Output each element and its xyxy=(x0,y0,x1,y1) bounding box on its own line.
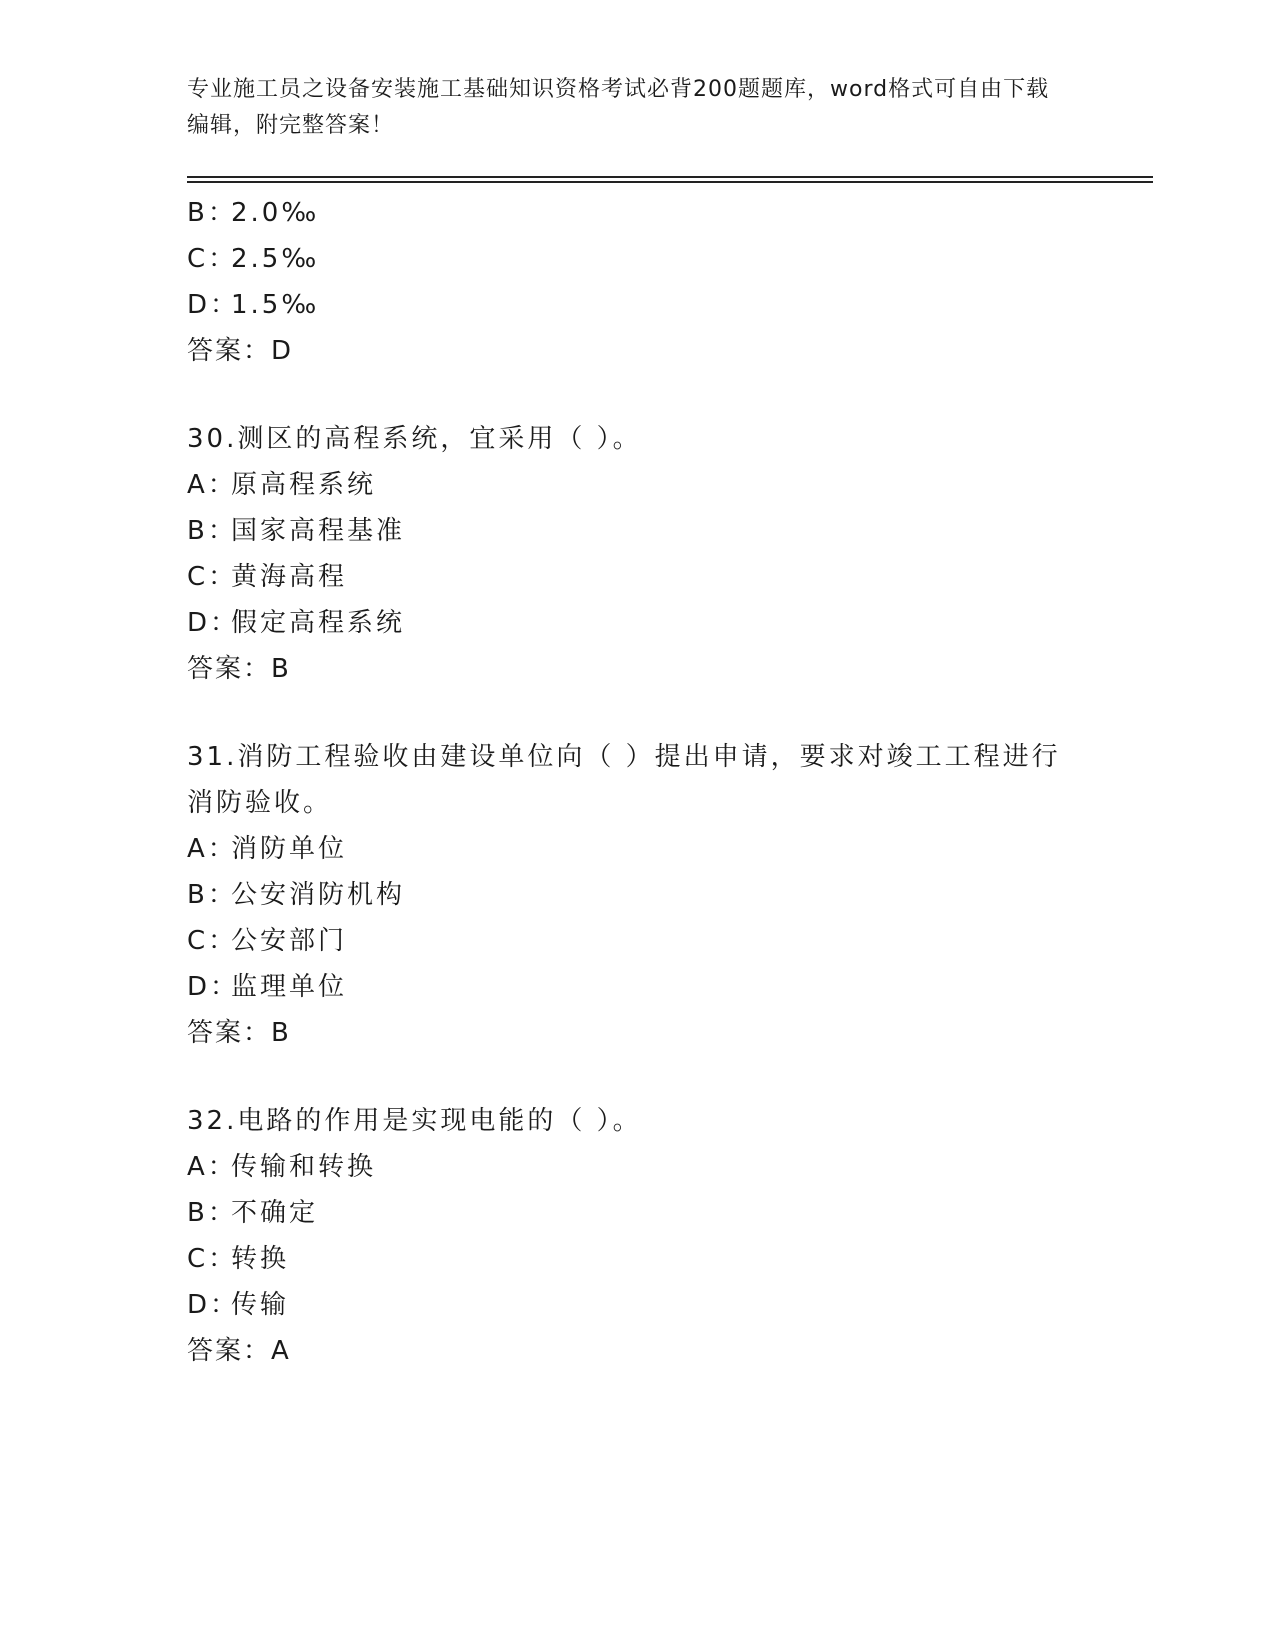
option-a xyxy=(187,1144,1087,1190)
option-text: 1.5‰ xyxy=(231,290,320,320)
document-header: 专业施工员之设备安装施工基础知识资格考试必背200题题库，word格式可自由下载编辑，附完整答案！ xyxy=(187,77,1050,138)
option-c xyxy=(187,918,1087,964)
option-prefix: B： xyxy=(187,1198,237,1228)
option-text: 公安部门 xyxy=(231,926,348,956)
option-text: 传输 xyxy=(231,1290,290,1320)
question-text: 32.电路的作用是实现电能的（ ）。 xyxy=(187,1106,642,1136)
answer-line: 答案：B xyxy=(187,654,291,684)
answer-line: 答案：D xyxy=(187,336,294,366)
option-prefix: B： xyxy=(187,516,237,546)
option-d xyxy=(187,600,1087,646)
option-prefix: A： xyxy=(187,834,237,864)
option-a xyxy=(187,462,1087,508)
option-text: 公安消防机构 xyxy=(231,880,406,910)
answer-line: 答案：B xyxy=(187,1018,291,1048)
option-text: 国家高程基准 xyxy=(231,516,406,546)
option-d xyxy=(187,282,1087,328)
option-text: 转换 xyxy=(231,1244,290,1274)
question-list xyxy=(187,190,1087,1374)
question-30 xyxy=(187,416,1087,692)
question-text: 31.消防工程验收由建设单位向（ ）提出申请，要求对竣工工程进行消防验收。 xyxy=(187,742,1061,818)
question-text: 30.测区的高程系统，宜采用（ ）。 xyxy=(187,424,642,454)
option-b xyxy=(187,1190,1087,1236)
question-31 xyxy=(187,734,1087,1056)
option-text: 原高程系统 xyxy=(231,470,377,500)
option-prefix: C： xyxy=(187,1244,238,1274)
header-rule-top xyxy=(187,176,1153,178)
option-text: 假定高程系统 xyxy=(231,608,406,638)
option-text: 监理单位 xyxy=(231,972,348,1002)
option-text: 2.0‰ xyxy=(231,198,320,228)
option-d xyxy=(187,1282,1087,1328)
option-b xyxy=(187,508,1087,554)
option-prefix: D： xyxy=(187,608,240,638)
option-c xyxy=(187,554,1087,600)
option-prefix: C： xyxy=(187,562,238,592)
question-32 xyxy=(187,1098,1087,1374)
option-text: 2.5‰ xyxy=(231,244,320,274)
option-text: 传输和转换 xyxy=(231,1152,377,1182)
option-text: 黄海高程 xyxy=(231,562,348,592)
option-text: 不确定 xyxy=(231,1198,319,1228)
option-prefix: A： xyxy=(187,470,237,500)
option-prefix: D： xyxy=(187,972,240,1002)
option-prefix: C： xyxy=(187,926,238,956)
option-b xyxy=(187,190,1087,236)
option-prefix: D： xyxy=(187,1290,240,1320)
header-rule-bottom xyxy=(187,181,1153,183)
option-text: 消防单位 xyxy=(231,834,348,864)
option-a xyxy=(187,826,1087,872)
option-d xyxy=(187,964,1087,1010)
option-c xyxy=(187,1236,1087,1282)
option-prefix: B： xyxy=(187,880,237,910)
option-prefix: C： xyxy=(187,244,238,274)
partial-question xyxy=(187,190,1087,374)
answer-line: 答案：A xyxy=(187,1336,291,1366)
option-c xyxy=(187,236,1087,282)
option-b xyxy=(187,872,1087,918)
option-prefix: D： xyxy=(187,290,240,320)
option-prefix: B： xyxy=(187,198,237,228)
option-prefix: A： xyxy=(187,1152,237,1182)
